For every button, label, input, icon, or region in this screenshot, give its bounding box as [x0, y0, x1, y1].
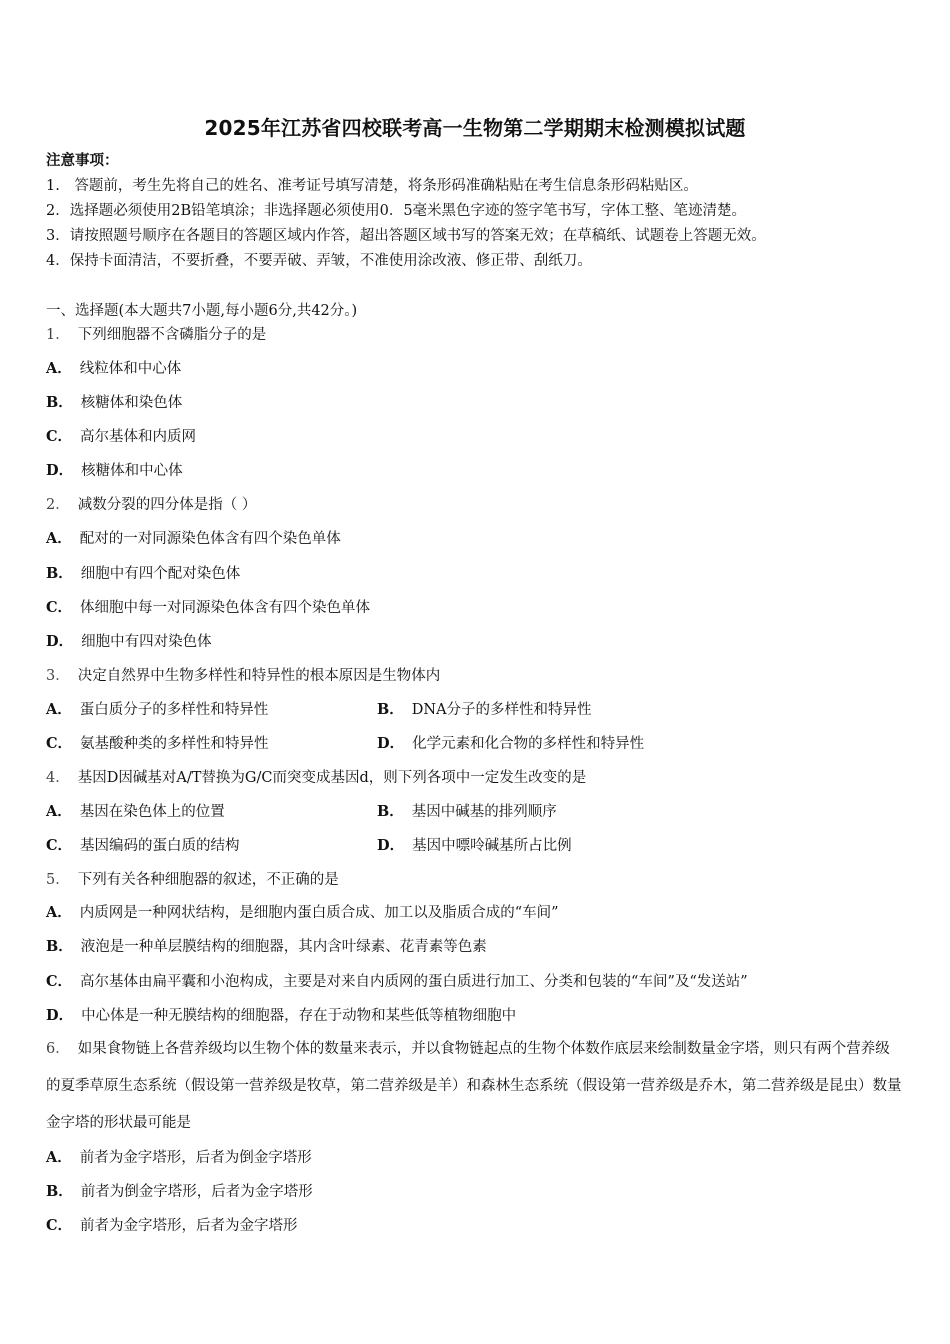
question-text: 减数分裂的四分体是指（ ） — [77, 497, 257, 513]
question-number: 5． — [46, 872, 70, 888]
option-c — [46, 1217, 298, 1235]
option-d — [46, 633, 212, 651]
option-text: 氨基酸种类的多样性和特异性 — [80, 736, 269, 752]
question-text: 下列细胞器不含磷脂分子的是 — [77, 327, 267, 343]
option-letter: C． — [46, 735, 73, 752]
question-stem — [46, 496, 256, 514]
option-text: 核糖体和中心体 — [81, 463, 183, 479]
option-letter: B． — [46, 394, 73, 411]
option-c — [46, 973, 748, 991]
option-letter: B． — [377, 803, 404, 820]
option-letter: C． — [46, 973, 73, 990]
option-letter: B． — [46, 1183, 73, 1200]
option-letter: B． — [46, 938, 73, 955]
option-letter: B． — [377, 701, 404, 718]
question-text: 基因D因碱基对A/T替换为G/C而突变成基因d，则下列各项中一定发生改变的是 — [77, 770, 587, 786]
option-text: 液泡是一种单层膜结构的细胞器，其内含叶绿素、花青素等色素 — [80, 939, 487, 955]
option-letter: B． — [46, 565, 73, 582]
option-letter: A． — [46, 360, 72, 377]
option-d — [377, 735, 644, 753]
option-text: 线粒体和中心体 — [79, 361, 182, 377]
question-number: 2． — [46, 497, 70, 513]
option-letter: D． — [46, 633, 74, 650]
question-text: 如果食物链上各营养级均以生物个体的数量来表示，并以食物链起点的生物个体数作底层来绘制数量金字塔，则只有两个营养级的夏季草原生态系统（假设第一营养级是牧草，第二营养级是羊）和森林生态系统（假设第一营养级是乔木，第二营养级是昆虫）数量金字塔的形状最可能是 — [46, 1041, 902, 1131]
question-number: 4． — [46, 770, 70, 786]
option-letter: D． — [46, 462, 74, 479]
option-a — [46, 701, 268, 719]
notice-item: 1. 答题前，考生先将自己的姓名、准考证号填写清楚，将条形码准确粘贴在考生信息条形码粘贴区。 — [46, 178, 698, 194]
page-title: 2025年江苏省四校联考高一生物第二学期期末检测模拟试题 — [204, 116, 746, 140]
option-text: 高尔基体由扁平囊和小泡构成，主要是对来自内质网的蛋白质进行加工、分类和包装的“车间”及“发送站” — [80, 974, 748, 990]
option-text: 高尔基体和内质网 — [80, 429, 197, 445]
section-heading: 一、选择题(本大题共7小题,每小题6分,共42分。) — [46, 303, 358, 319]
notice-item: 4．保持卡面清洁，不要折叠，不要弄破、弄皱，不准使用涂改液、修正带、刮纸刀。 — [46, 253, 592, 269]
option-a — [46, 803, 225, 821]
option-text: 化学元素和化合物的多样性和特异性 — [412, 736, 645, 752]
option-a — [46, 360, 181, 378]
question-stem — [46, 871, 339, 889]
option-letter: D． — [377, 837, 405, 854]
option-letter: C． — [46, 599, 73, 616]
option-text: 前者为金字塔形，后者为倒金字塔形 — [79, 1150, 312, 1166]
option-b — [46, 1183, 313, 1201]
notice-item: 3．请按照题号顺序在各题目的答题区域内作答，超出答题区域书写的答案无效；在草稿纸、试题卷上答题无效。 — [46, 228, 766, 244]
option-letter: A． — [46, 904, 72, 921]
option-b — [377, 701, 592, 719]
option-text: 蛋白质分子的多样性和特异性 — [79, 702, 269, 718]
question-stem — [46, 326, 266, 344]
option-text: 前者为倒金字塔形，后者为金字塔形 — [80, 1184, 313, 1200]
option-d — [46, 462, 183, 480]
option-text: 细胞中有四对染色体 — [81, 634, 212, 650]
question-stem — [46, 1031, 904, 1142]
question-text: 下列有关各种细胞器的叙述，不正确的是 — [77, 872, 339, 888]
option-letter: C． — [46, 428, 73, 445]
option-a — [46, 904, 559, 922]
option-c — [46, 428, 196, 446]
option-letter: C． — [46, 837, 73, 854]
option-text: 配对的一对同源染色体含有四个染色单体 — [79, 531, 341, 547]
option-text: DNA分子的多样性和特异性 — [411, 702, 592, 718]
option-a — [46, 530, 341, 548]
notice-heading: 注意事项： — [46, 152, 119, 169]
option-text: 中心体是一种无膜结构的细胞器，存在于动物和某些低等植物细胞中 — [81, 1008, 517, 1024]
option-d — [46, 1007, 516, 1025]
option-letter: C． — [46, 1217, 73, 1234]
option-text: 基因编码的蛋白质的结构 — [80, 838, 240, 854]
option-text: 核糖体和染色体 — [80, 395, 183, 411]
option-b — [46, 394, 182, 412]
option-d — [377, 837, 572, 855]
option-text: 基因在染色体上的位置 — [79, 804, 225, 820]
option-c — [46, 735, 269, 753]
option-c — [46, 837, 240, 855]
question-stem — [46, 769, 586, 787]
option-text: 基因中嘌呤碱基所占比例 — [412, 838, 572, 854]
option-letter: A． — [46, 803, 72, 820]
question-stem — [46, 667, 440, 685]
option-b — [46, 938, 487, 956]
question-number: 1． — [46, 327, 70, 343]
option-text: 体细胞中每一对同源染色体含有四个染色单体 — [80, 600, 371, 616]
option-b — [46, 565, 240, 583]
question-number: 6． — [46, 1041, 70, 1057]
option-letter: D． — [377, 735, 405, 752]
option-letter: A． — [46, 1149, 72, 1166]
option-letter: A． — [46, 701, 72, 718]
option-text: 内质网是一种网状结构，是细胞内蛋白质合成、加工以及脂质合成的“车间” — [79, 905, 559, 921]
option-a — [46, 1149, 312, 1167]
question-number: 3． — [46, 668, 70, 684]
option-c — [46, 599, 370, 617]
question-text: 决定自然界中生物多样性和特异性的根本原因是生物体内 — [77, 668, 441, 684]
option-text: 基因中碱基的排列顺序 — [411, 804, 557, 820]
option-text: 细胞中有四个配对染色体 — [80, 566, 241, 582]
option-letter: D． — [46, 1007, 74, 1024]
option-text: 前者为金字塔形，后者为金字塔形 — [80, 1218, 298, 1234]
notice-item: 2．选择题必须使用2B铅笔填涂；非选择题必须使用0．5毫米黑色字迹的签字笔书写，字体工整、笔迹清楚。 — [46, 203, 747, 219]
option-b — [377, 803, 557, 821]
option-letter: A． — [46, 530, 72, 547]
